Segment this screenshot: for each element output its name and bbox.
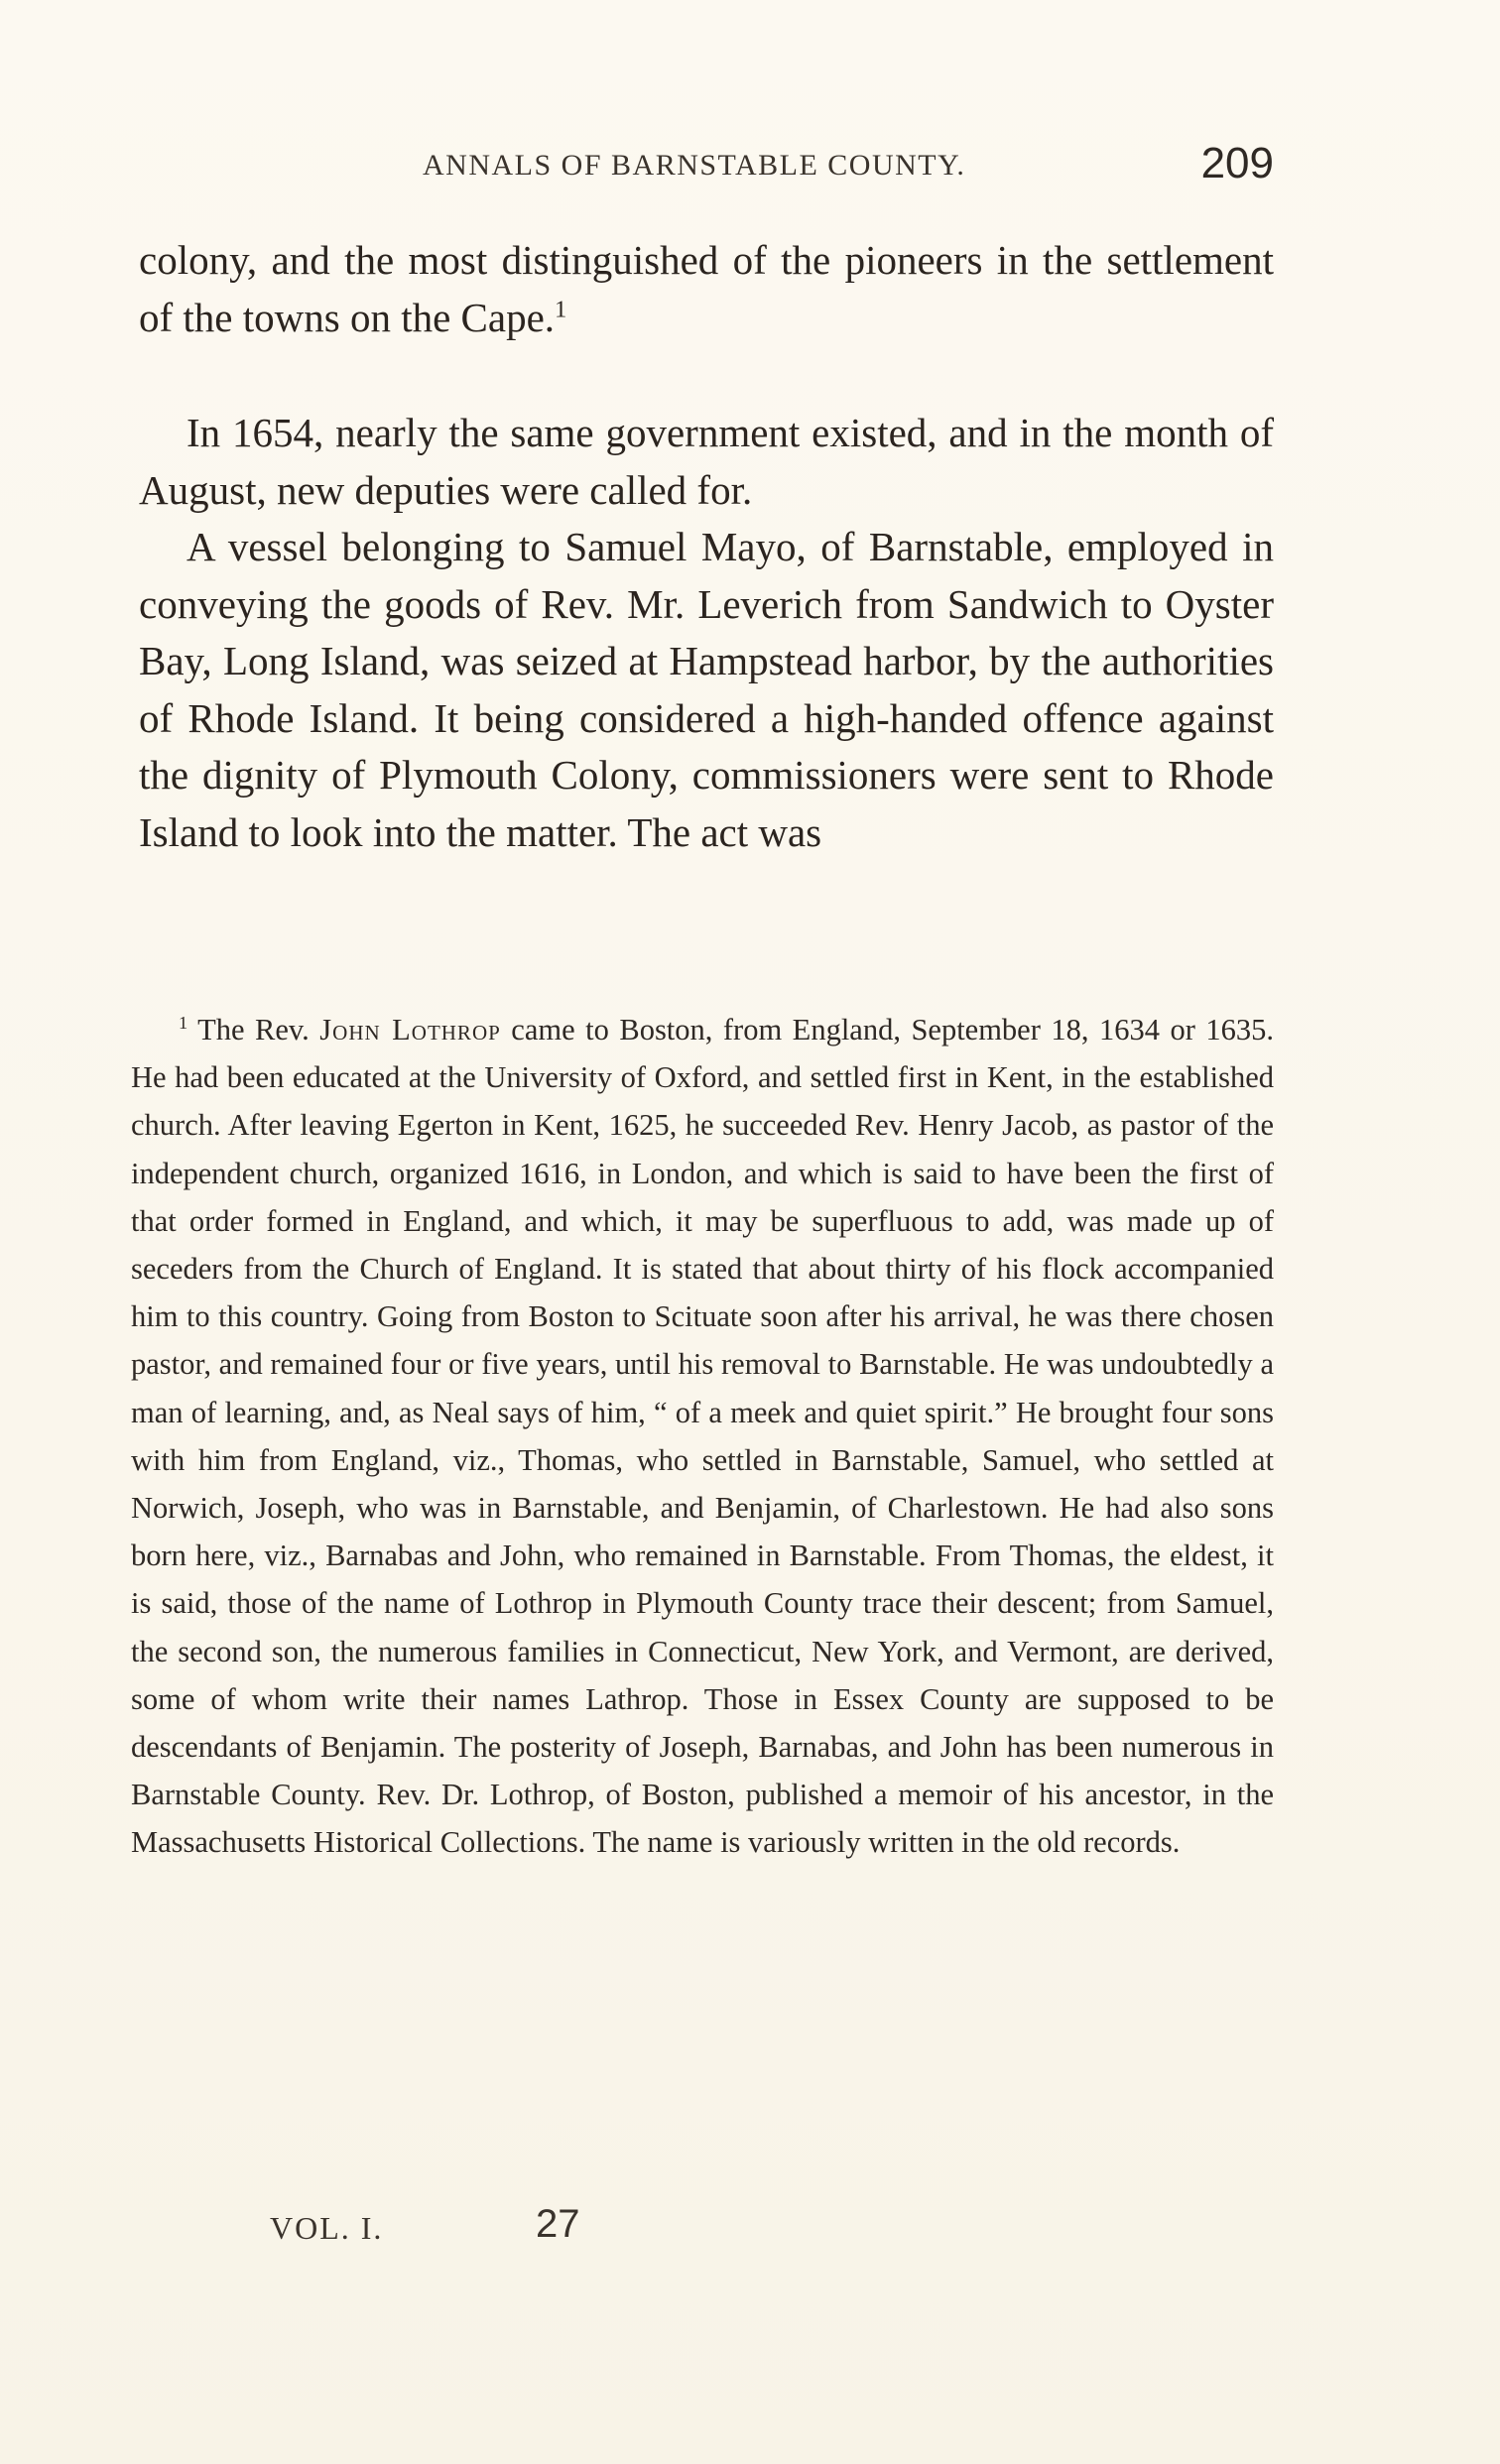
volume-mark: VOL. I.: [270, 2210, 384, 2246]
signature-number: 27: [536, 2202, 580, 2246]
footnote-person-name: John Lothrop: [319, 1013, 501, 1047]
running-head: [135, 139, 1274, 198]
paragraph-vessel-seizure: A vessel belonging to Samuel Mayo, of Barnstable, employed in conveying the goods of Rev. Mr. Leverich from Sandwich to Oyster Bay, Long Island, was seized at Hampstead harbor, by the authorities of Rhode Island. It being considered a high-handed offence against the dignity of Plymouth Colony, commissioners were sent to Rhode Island to look into the matter. The act was: [139, 524, 1274, 855]
footnote: [131, 1006, 1274, 1867]
running-title: ANNALS OF BARNSTABLE COUNTY.: [423, 149, 966, 182]
signature-line: [270, 2202, 865, 2252]
footnote-lead: The Rev.: [197, 1013, 310, 1047]
body-paragraph-continuation: [139, 232, 1274, 346]
paragraph-1654: In 1654, nearly the same government existed, and in the month of August, new deputies were called for.: [139, 410, 1274, 513]
footnote-marker: 1: [179, 1012, 188, 1033]
paragraph-text: colony, and the most distinguished of the pioneers in the settlement of the towns on the Cape.: [139, 237, 1274, 340]
body-text-block: [139, 405, 1274, 861]
footnote-reference: 1: [555, 295, 567, 322]
footnote-text: came to Boston, from England, September 18, 1634 or 1635. He had been educated at the University of Oxford, and settled first in Kent, in the established church. After leaving Egerton in Kent, 1625, he succeeded Rev. Henry Jacob, as pastor of the independent church, organized 1616, in London, and which is said to have been the first of that order formed in England, and which, it may be superfluous to add, was made up of seceders from the Church of England. It is stated that about thirty of his flock accompanied him to this country. Going from Boston to Scituate soon after his arrival, he was there chosen pastor, and remained four or five years, until his removal to Barnstable. He was undoubtedly a man of learning, and, as Neal says of him, “ of a meek and quiet spirit.” He brought four sons with him from England, viz., Thomas, who settled in Barnstable, Samuel, who settled at Norwich, Joseph, who was in Barnstable, and Benjamin, of Charlestown. He had also sons born here, viz., Barnabas and John, who remained in Barnstable. From Thomas, the eldest, it is said, those of the name of Lothrop in Plymouth County trace their descent; from Samuel, the second son, the numerous families in Connecticut, New York, and Vermont, are derived, some of whom write their names Lathrop. Those in Essex County are supposed to be descendants of Benjamin. The posterity of Joseph, Barnabas, and John has been numerous in Barnstable County. Rev. Dr. Lothrop, of Boston, published a memoir of his ancestor, in the Massachusetts Historical Collections. The name is variously written in the old records.: [131, 1013, 1275, 1860]
page-number: 209: [1200, 139, 1274, 187]
